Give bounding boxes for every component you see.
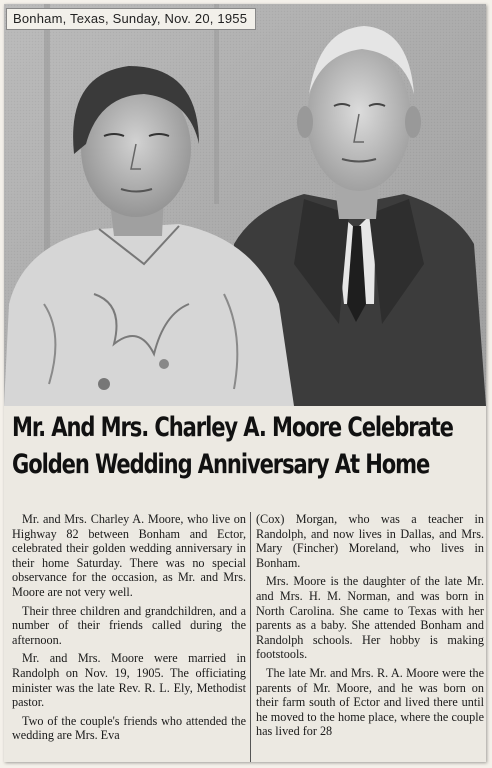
column-divider bbox=[250, 512, 251, 762]
paragraph: Two of the couple's friends who attended the wedding are Mrs. Eva bbox=[12, 713, 246, 743]
article-column-left bbox=[12, 512, 246, 747]
headline-line-2: Golden Wedding Anniversary At Home bbox=[12, 449, 430, 480]
paragraph: Mrs. Moore is the daughter of the late Mr. and Mrs. H. M. Norman, and was born in North Carolina. She came to Texas with her parents as a baby. She attended Bonham and Randolph schools. Her hobby is making footstools. bbox=[256, 574, 484, 662]
paragraph: Their three children and grandchildren, and a number of their friends called during the afternoon. bbox=[12, 603, 246, 647]
photo-illustration bbox=[4, 4, 486, 406]
article-column-right bbox=[256, 512, 484, 743]
newspaper-clipping bbox=[4, 4, 486, 762]
paragraph: Mr. and Mrs. Moore were married in Randolph on Nov. 19, 1905. The officiating minister was the late Rev. R. L. Ely, Methodist pastor. bbox=[12, 651, 246, 710]
couple-photograph bbox=[4, 4, 486, 406]
headline-line-1: Mr. And Mrs. Charley A. Moore Celebrate bbox=[12, 412, 453, 443]
paragraph: The late Mr. and Mrs. R. A. Moore were the parents of Mr. Moore, and he was born on their farm south of Ector and lived there until he moved to the home place, where the couple has lived for 28 bbox=[256, 665, 484, 739]
paragraph: Mr. and Mrs. Charley A. Moore, who live on Highway 82 between Bonham and Ector, celebrated their golden wedding anniversary in their home Saturday. There was no special observance for the occasion, as Mr. and Mrs. Moore are not very well. bbox=[12, 512, 246, 599]
dateline: Bonham, Texas, Sunday, Nov. 20, 1955 bbox=[6, 8, 256, 30]
paragraph: (Cox) Morgan, who was a teacher in Randolph, and now lives in Dallas, and Mrs. Mary (Fincher) Moreland, who lives in Bonham. bbox=[256, 512, 484, 570]
